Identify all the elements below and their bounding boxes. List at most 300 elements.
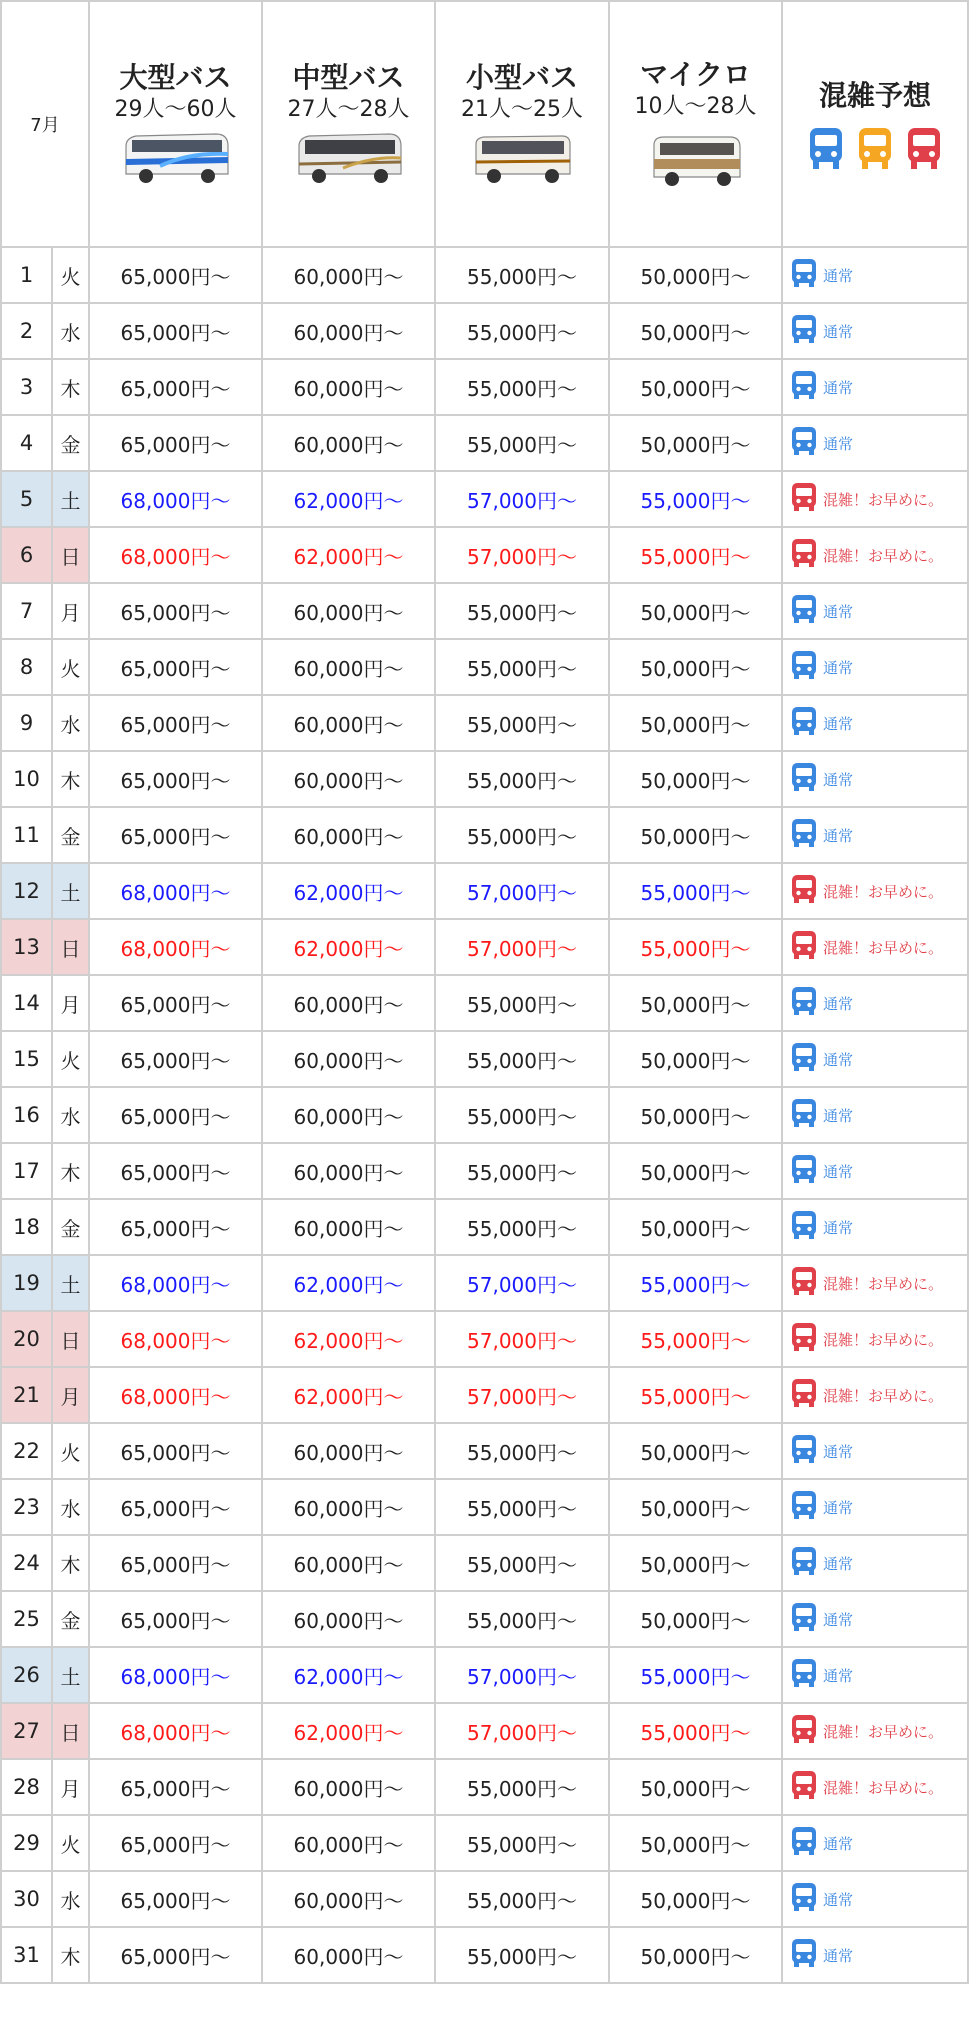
large-bus-price: 65,000円〜 [89, 1759, 262, 1815]
medium-bus-price: 60,000円〜 [262, 975, 435, 1031]
large-bus-price: 65,000円〜 [89, 695, 262, 751]
small-bus-title: 小型バス [466, 61, 579, 94]
small-bus-price: 57,000円〜 [435, 1255, 609, 1311]
large-bus-price: 65,000円〜 [89, 1199, 262, 1255]
micro-bus-price: 50,000円〜 [609, 1087, 782, 1143]
congestion-text: 通常 [823, 1946, 854, 1965]
day-number: 20 [1, 1311, 52, 1367]
congestion-text: 通常 [823, 1890, 854, 1909]
table-row [1, 471, 968, 527]
day-number: 19 [1, 1255, 52, 1311]
medium-bus-price: 62,000円〜 [262, 863, 435, 919]
small-bus-price: 57,000円〜 [435, 471, 609, 527]
day-number: 22 [1, 1423, 52, 1479]
bus-icon-blue [791, 426, 817, 461]
table-row [1, 639, 968, 695]
small-bus-price: 55,000円〜 [435, 975, 609, 1031]
micro-bus-price: 55,000円〜 [609, 527, 782, 583]
congestion-status [782, 1479, 968, 1535]
day-number: 16 [1, 1087, 52, 1143]
bus-icon-blue [791, 258, 817, 293]
table-row [1, 1535, 968, 1591]
micro-bus-price: 50,000円〜 [609, 1535, 782, 1591]
congestion-status [782, 415, 968, 471]
micro-bus-price: 50,000円〜 [609, 359, 782, 415]
micro-bus-price: 50,000円〜 [609, 583, 782, 639]
table-row [1, 1591, 968, 1647]
micro-bus-price: 55,000円〜 [609, 1255, 782, 1311]
large-bus-capacity: 29人〜60人 [114, 97, 237, 122]
day-of-week: 日 [52, 919, 89, 975]
congestion-status [782, 1031, 968, 1087]
congestion-status [782, 919, 968, 975]
medium-bus-price: 60,000円〜 [262, 1759, 435, 1815]
medium-bus-price: 60,000円〜 [262, 1087, 435, 1143]
medium-bus-price: 62,000円〜 [262, 1311, 435, 1367]
large-bus-price: 68,000円〜 [89, 1311, 262, 1367]
bus-icon-blue [791, 1938, 817, 1973]
day-of-week: 火 [52, 639, 89, 695]
micro-bus-price: 50,000円〜 [609, 1871, 782, 1927]
micro-bus-price: 50,000円〜 [609, 1815, 782, 1871]
congestion-status [782, 863, 968, 919]
congestion-text: 混雑！お早めに。 [823, 1386, 944, 1405]
medium-bus-price: 60,000円〜 [262, 1927, 435, 1983]
medium-bus-price: 60,000円〜 [262, 695, 435, 751]
congestion-status [782, 583, 968, 639]
micro-bus-price: 55,000円〜 [609, 1367, 782, 1423]
day-number: 31 [1, 1927, 52, 1983]
large-bus-price: 68,000円〜 [89, 1367, 262, 1423]
medium-bus-price: 60,000円〜 [262, 1031, 435, 1087]
day-number: 3 [1, 359, 52, 415]
day-number: 18 [1, 1199, 52, 1255]
small-bus-header [435, 1, 609, 247]
day-of-week: 木 [52, 1143, 89, 1199]
large-bus-price: 65,000円〜 [89, 1927, 262, 1983]
small-bus-price: 55,000円〜 [435, 751, 609, 807]
congestion-text: 混雑！お早めに。 [823, 1778, 944, 1797]
table-row [1, 1871, 968, 1927]
micro-bus-header [609, 1, 782, 247]
congestion-status [782, 527, 968, 583]
small-bus-price: 57,000円〜 [435, 1367, 609, 1423]
large-bus-price: 65,000円〜 [89, 1031, 262, 1087]
micro-bus-price: 55,000円〜 [609, 1311, 782, 1367]
congestion-text: 混雑！お早めに。 [823, 882, 944, 901]
day-number: 30 [1, 1871, 52, 1927]
small-bus-price: 55,000円〜 [435, 583, 609, 639]
micro-bus-price: 50,000円〜 [609, 807, 782, 863]
large-bus-header [89, 1, 262, 247]
congestion-status [782, 807, 968, 863]
large-bus-price: 65,000円〜 [89, 807, 262, 863]
congestion-status [782, 1367, 968, 1423]
congestion-status [782, 1927, 968, 1983]
congestion-status [782, 695, 968, 751]
medium-bus-price: 60,000円〜 [262, 1423, 435, 1479]
bus-icon-blue [791, 1882, 817, 1917]
micro-bus-price: 50,000円〜 [609, 1143, 782, 1199]
congestion-text: 通常 [823, 266, 854, 285]
small-bus-price: 55,000円〜 [435, 1479, 609, 1535]
congestion-status [782, 1199, 968, 1255]
small-bus-price: 57,000円〜 [435, 1311, 609, 1367]
day-of-week: 火 [52, 1031, 89, 1087]
congestion-text: 通常 [823, 602, 854, 621]
day-of-week: 月 [52, 1759, 89, 1815]
table-row [1, 359, 968, 415]
micro-bus-price: 50,000円〜 [609, 415, 782, 471]
day-number: 28 [1, 1759, 52, 1815]
bus-icon-blue [791, 650, 817, 685]
congestion-status [782, 1535, 968, 1591]
congestion-text: 通常 [823, 1834, 854, 1853]
small-bus-price: 57,000円〜 [435, 863, 609, 919]
medium-bus-price: 60,000円〜 [262, 303, 435, 359]
small-bus-price: 55,000円〜 [435, 415, 609, 471]
day-of-week: 水 [52, 1087, 89, 1143]
small-bus-price: 55,000円〜 [435, 1759, 609, 1815]
small-bus-price: 55,000円〜 [435, 1143, 609, 1199]
bus-icon-red [791, 1322, 817, 1357]
day-number: 5 [1, 471, 52, 527]
bus-icon-blue [791, 1210, 817, 1245]
day-of-week: 金 [52, 1199, 89, 1255]
congestion-header [782, 1, 968, 247]
bus-icon-red [791, 1378, 817, 1413]
congestion-status [782, 1871, 968, 1927]
bus-icon-blue [808, 126, 844, 174]
small-bus-price: 55,000円〜 [435, 247, 609, 303]
small-bus-price: 55,000円〜 [435, 1815, 609, 1871]
table-row [1, 751, 968, 807]
medium-bus-header [262, 1, 435, 247]
congestion-status [782, 247, 968, 303]
congestion-status [782, 471, 968, 527]
day-number: 10 [1, 751, 52, 807]
congestion-status [782, 975, 968, 1031]
table-row [1, 247, 968, 303]
large-bus-price: 65,000円〜 [89, 639, 262, 695]
micro-bus-price: 50,000円〜 [609, 1591, 782, 1647]
congestion-text: 通常 [823, 1218, 854, 1237]
congestion-text: 混雑！お早めに。 [823, 1274, 944, 1293]
congestion-text: 混雑！お早めに。 [823, 490, 944, 509]
medium-bus-price: 60,000円〜 [262, 751, 435, 807]
congestion-status [782, 1255, 968, 1311]
table-row [1, 1927, 968, 1983]
small-bus-price: 55,000円〜 [435, 303, 609, 359]
bus-icon-orange [857, 126, 893, 174]
day-number: 27 [1, 1703, 52, 1759]
table-row [1, 1199, 968, 1255]
day-of-week: 月 [52, 1367, 89, 1423]
medium-bus-price: 62,000円〜 [262, 471, 435, 527]
small-bus-price: 55,000円〜 [435, 1927, 609, 1983]
medium-bus-price: 60,000円〜 [262, 1535, 435, 1591]
small-bus-price: 55,000円〜 [435, 1199, 609, 1255]
congestion-status [782, 1703, 968, 1759]
small-bus-price: 57,000円〜 [435, 1647, 609, 1703]
table-row [1, 975, 968, 1031]
day-number: 25 [1, 1591, 52, 1647]
congestion-text: 通常 [823, 1106, 854, 1125]
large-bus-price: 65,000円〜 [89, 751, 262, 807]
bus-icon-blue [791, 1154, 817, 1189]
bus-icon-red [791, 1770, 817, 1805]
day-number: 7 [1, 583, 52, 639]
large-bus-price: 68,000円〜 [89, 471, 262, 527]
large-bus-price: 65,000円〜 [89, 1423, 262, 1479]
table-row [1, 583, 968, 639]
table-row [1, 1311, 968, 1367]
congestion-text: 混雑！お早めに。 [823, 938, 944, 957]
large-bus-image [120, 130, 232, 188]
day-of-week: 土 [52, 471, 89, 527]
medium-bus-price: 60,000円〜 [262, 1591, 435, 1647]
bus-icon-blue [791, 1490, 817, 1525]
congestion-text: 通常 [823, 1050, 854, 1069]
day-number: 11 [1, 807, 52, 863]
day-of-week: 金 [52, 807, 89, 863]
day-of-week: 木 [52, 1927, 89, 1983]
bus-icon-blue [791, 1098, 817, 1133]
medium-bus-image [293, 130, 405, 188]
medium-bus-price: 60,000円〜 [262, 415, 435, 471]
table-row [1, 1031, 968, 1087]
bus-icon-blue [791, 314, 817, 349]
micro-bus-price: 50,000円〜 [609, 247, 782, 303]
day-of-week: 土 [52, 1255, 89, 1311]
day-number: 15 [1, 1031, 52, 1087]
medium-bus-title: 中型バス [292, 61, 405, 94]
congestion-text: 通常 [823, 1162, 854, 1181]
small-bus-image [470, 130, 574, 188]
micro-bus-price: 50,000円〜 [609, 639, 782, 695]
day-of-week: 水 [52, 695, 89, 751]
congestion-text: 通常 [823, 770, 854, 789]
congestion-status [782, 1087, 968, 1143]
day-of-week: 水 [52, 1479, 89, 1535]
small-bus-price: 55,000円〜 [435, 359, 609, 415]
micro-bus-capacity: 10人〜28人 [634, 94, 757, 119]
day-of-week: 日 [52, 1703, 89, 1759]
medium-bus-price: 60,000円〜 [262, 247, 435, 303]
small-bus-price: 55,000円〜 [435, 1591, 609, 1647]
day-number: 8 [1, 639, 52, 695]
large-bus-price: 65,000円〜 [89, 1871, 262, 1927]
bus-icon-red [791, 1266, 817, 1301]
header-row [1, 1, 968, 247]
table-row [1, 863, 968, 919]
micro-bus-price: 50,000円〜 [609, 751, 782, 807]
medium-bus-capacity: 27人〜28人 [287, 97, 410, 122]
table-row [1, 1759, 968, 1815]
micro-bus-price: 55,000円〜 [609, 471, 782, 527]
small-bus-price: 57,000円〜 [435, 919, 609, 975]
small-bus-price: 55,000円〜 [435, 695, 609, 751]
day-of-week: 月 [52, 975, 89, 1031]
bus-icon-blue [791, 706, 817, 741]
table-row [1, 1143, 968, 1199]
micro-bus-price: 50,000円〜 [609, 695, 782, 751]
medium-bus-price: 60,000円〜 [262, 1479, 435, 1535]
small-bus-price: 55,000円〜 [435, 639, 609, 695]
large-bus-price: 65,000円〜 [89, 247, 262, 303]
congestion-text: 通常 [823, 434, 854, 453]
small-bus-price: 55,000円〜 [435, 1031, 609, 1087]
table-row [1, 1479, 968, 1535]
congestion-text: 通常 [823, 378, 854, 397]
bus-icon-red [906, 126, 942, 174]
day-number: 6 [1, 527, 52, 583]
bus-icon-blue [791, 762, 817, 797]
medium-bus-price: 60,000円〜 [262, 583, 435, 639]
congestion-status [782, 1311, 968, 1367]
day-number: 1 [1, 247, 52, 303]
small-bus-price: 55,000円〜 [435, 1423, 609, 1479]
day-number: 29 [1, 1815, 52, 1871]
table-row [1, 695, 968, 751]
day-of-week: 日 [52, 1311, 89, 1367]
small-bus-price: 55,000円〜 [435, 1087, 609, 1143]
bus-icon-red [791, 874, 817, 909]
day-number: 2 [1, 303, 52, 359]
congestion-title: 混雑予想 [819, 79, 932, 112]
micro-bus-price: 50,000円〜 [609, 303, 782, 359]
micro-bus-price: 50,000円〜 [609, 1031, 782, 1087]
bus-icon-red [791, 1714, 817, 1749]
micro-bus-price: 55,000円〜 [609, 1703, 782, 1759]
day-number: 14 [1, 975, 52, 1031]
congestion-text: 混雑！お早めに。 [823, 1722, 944, 1741]
table-row [1, 1647, 968, 1703]
table-row [1, 1087, 968, 1143]
large-bus-price: 65,000円〜 [89, 415, 262, 471]
congestion-status [782, 1759, 968, 1815]
day-number: 4 [1, 415, 52, 471]
day-number: 13 [1, 919, 52, 975]
bus-icon-blue [791, 594, 817, 629]
congestion-status [782, 1647, 968, 1703]
large-bus-title: 大型バス [119, 61, 232, 94]
micro-bus-price: 50,000円〜 [609, 1927, 782, 1983]
day-number: 9 [1, 695, 52, 751]
congestion-text: 通常 [823, 1498, 854, 1517]
large-bus-price: 65,000円〜 [89, 1535, 262, 1591]
day-of-week: 火 [52, 247, 89, 303]
day-number: 23 [1, 1479, 52, 1535]
day-of-week: 水 [52, 1871, 89, 1927]
large-bus-price: 65,000円〜 [89, 1591, 262, 1647]
table-row [1, 303, 968, 359]
small-bus-price: 55,000円〜 [435, 1871, 609, 1927]
day-number: 26 [1, 1647, 52, 1703]
table-row [1, 1367, 968, 1423]
congestion-text: 混雑！お早めに。 [823, 546, 944, 565]
micro-bus-price: 50,000円〜 [609, 1199, 782, 1255]
congestion-text: 通常 [823, 714, 854, 733]
micro-bus-price: 50,000円〜 [609, 975, 782, 1031]
small-bus-price: 55,000円〜 [435, 807, 609, 863]
congestion-status [782, 1591, 968, 1647]
bus-icon-blue [791, 1826, 817, 1861]
large-bus-price: 65,000円〜 [89, 1479, 262, 1535]
bus-icon-blue [791, 1042, 817, 1077]
medium-bus-price: 60,000円〜 [262, 1199, 435, 1255]
congestion-status [782, 1423, 968, 1479]
large-bus-price: 68,000円〜 [89, 1647, 262, 1703]
congestion-status [782, 1143, 968, 1199]
small-bus-price: 57,000円〜 [435, 1703, 609, 1759]
bus-icon-blue [791, 818, 817, 853]
congestion-text: 通常 [823, 1442, 854, 1461]
small-bus-capacity: 21人〜25人 [461, 97, 584, 122]
day-of-week: 火 [52, 1423, 89, 1479]
large-bus-price: 68,000円〜 [89, 527, 262, 583]
table-row [1, 1255, 968, 1311]
bus-icon-blue [791, 1658, 817, 1693]
bus-icon-blue [791, 1602, 817, 1637]
medium-bus-price: 62,000円〜 [262, 919, 435, 975]
table-row [1, 919, 968, 975]
large-bus-price: 68,000円〜 [89, 919, 262, 975]
day-of-week: 日 [52, 527, 89, 583]
large-bus-price: 68,000円〜 [89, 1255, 262, 1311]
congestion-status [782, 359, 968, 415]
day-of-week: 土 [52, 863, 89, 919]
congestion-text: 通常 [823, 1610, 854, 1629]
bus-icon-blue [791, 370, 817, 405]
congestion-text: 通常 [823, 826, 854, 845]
table-row [1, 807, 968, 863]
small-bus-price: 57,000円〜 [435, 527, 609, 583]
congestion-status [782, 639, 968, 695]
micro-bus-title: マイクロ [640, 58, 751, 91]
day-number: 24 [1, 1535, 52, 1591]
congestion-text: 通常 [823, 322, 854, 341]
bus-icon-red [791, 930, 817, 965]
day-of-week: 木 [52, 359, 89, 415]
medium-bus-price: 60,000円〜 [262, 1143, 435, 1199]
large-bus-price: 68,000円〜 [89, 1703, 262, 1759]
calendar-body [1, 247, 968, 1983]
medium-bus-price: 60,000円〜 [262, 1871, 435, 1927]
micro-bus-price: 50,000円〜 [609, 1759, 782, 1815]
medium-bus-price: 62,000円〜 [262, 1255, 435, 1311]
day-of-week: 木 [52, 1535, 89, 1591]
large-bus-price: 65,000円〜 [89, 1087, 262, 1143]
bus-icon-red [791, 538, 817, 573]
medium-bus-price: 62,000円〜 [262, 527, 435, 583]
micro-bus-image [646, 127, 746, 191]
congestion-text: 通常 [823, 1666, 854, 1685]
bus-icon-blue [791, 1434, 817, 1469]
day-of-week: 金 [52, 1591, 89, 1647]
table-row [1, 1703, 968, 1759]
large-bus-price: 65,000円〜 [89, 583, 262, 639]
medium-bus-price: 62,000円〜 [262, 1647, 435, 1703]
large-bus-price: 65,000円〜 [89, 1815, 262, 1871]
medium-bus-price: 62,000円〜 [262, 1367, 435, 1423]
large-bus-price: 65,000円〜 [89, 359, 262, 415]
micro-bus-price: 55,000円〜 [609, 863, 782, 919]
large-bus-price: 65,000円〜 [89, 975, 262, 1031]
congestion-text: 通常 [823, 994, 854, 1013]
large-bus-price: 65,000円〜 [89, 1143, 262, 1199]
day-number: 21 [1, 1367, 52, 1423]
